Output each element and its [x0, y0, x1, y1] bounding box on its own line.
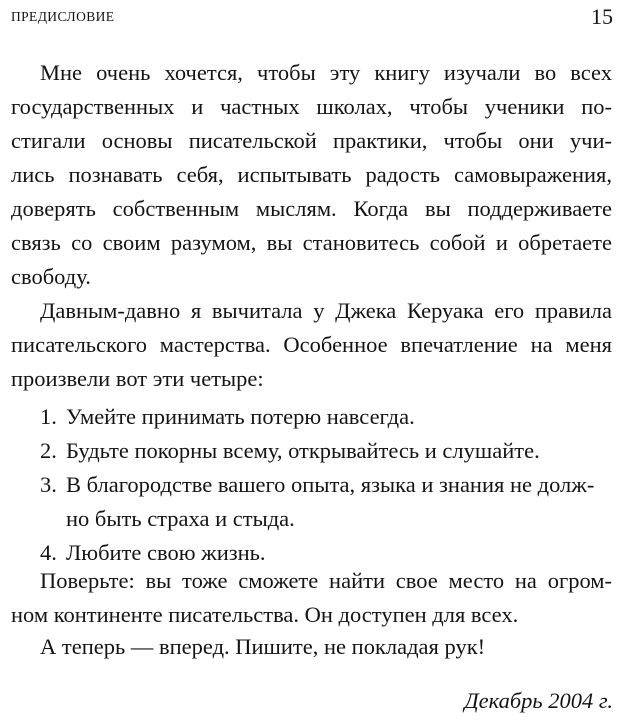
- paragraph-line: ном континенте писательства. Он доступен для всех.: [11, 602, 519, 627]
- paragraph-line: Поверьте: вы тоже сможете найти свое место на огром-: [40, 568, 612, 593]
- list-item-continuation: но быть страха и стыда.: [66, 506, 295, 531]
- list-text: В благородстве вашего опыта, языка и знания не долж-: [66, 472, 595, 497]
- list-number: 2.: [40, 438, 57, 463]
- paragraph-line: доверять собственным мыслям. Когда вы поддерживаете: [11, 196, 612, 221]
- list-number: 4.: [40, 540, 57, 565]
- list-number: 1.: [40, 404, 57, 429]
- paragraph-line: лись познавать себя, испытывать радость самовыражения,: [11, 162, 612, 187]
- list-text: Будьте покорны всему, открывайтесь и слушайте.: [66, 438, 540, 463]
- paragraph-line: Давным-давно я вычитала у Джека Керуака его правила: [40, 298, 612, 323]
- date-signature: Декабрь 2004 г.: [464, 688, 613, 713]
- paragraph-line: писательского мастерства. Особенное впечатление на меня: [11, 332, 612, 357]
- paragraph-line: свободу.: [11, 264, 91, 289]
- page-number: 15: [591, 4, 613, 29]
- paragraph-line: произвели вот эти четыре:: [11, 366, 264, 391]
- list-number: 3.: [40, 472, 57, 497]
- list-item: [40, 434, 540, 468]
- list-text: Умейте принимать потерю навсегда.: [66, 404, 415, 429]
- paragraph-line: государственных и частных школах, чтобы ученики по-: [11, 94, 612, 119]
- list-item: [40, 400, 415, 434]
- paragraph-line: Мне очень хочется, чтобы эту книгу изучали во всех: [40, 60, 612, 85]
- paragraph-line: связь со своим разумом, вы становитесь собой и обретаете: [11, 230, 612, 255]
- list-text: Любите свою жизнь.: [66, 540, 266, 565]
- paragraph-line: стигали основы писательской практики, чтобы они учи-: [11, 128, 612, 153]
- running-title: ПРЕДИСЛОВИЕ: [11, 9, 115, 24]
- paragraph-line: А теперь — вперед. Пишите, не покладая рук!: [40, 634, 486, 659]
- list-item: [40, 468, 594, 502]
